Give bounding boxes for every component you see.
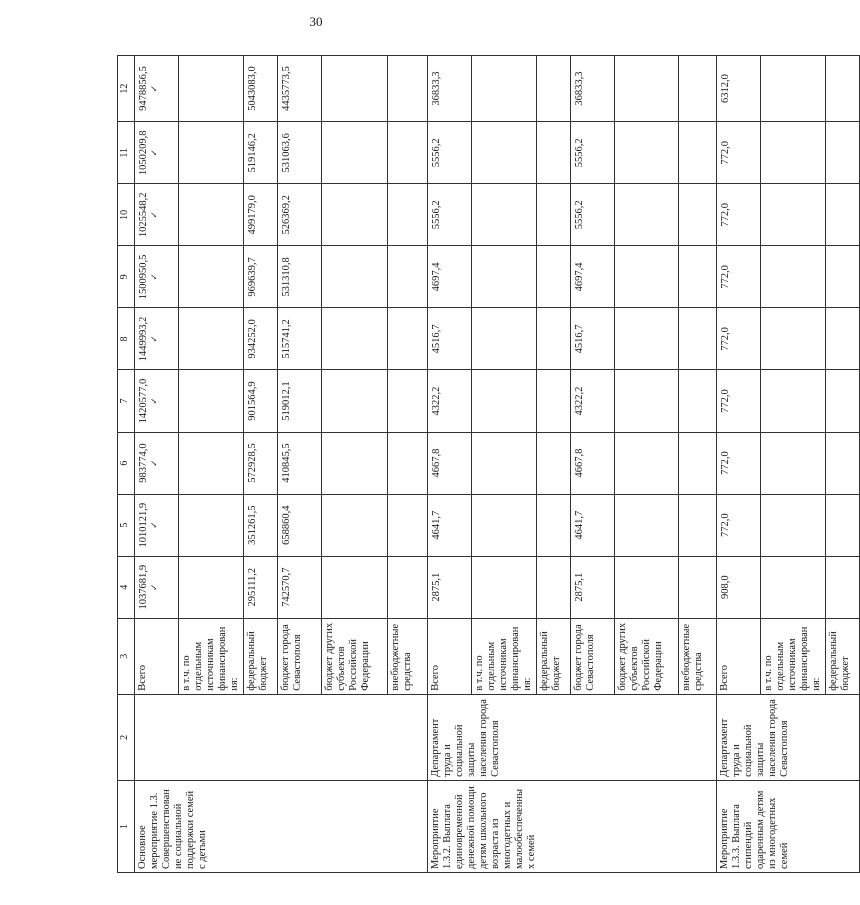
funding-source: в т.ч. по отдельным источникам финансирования:	[179, 618, 244, 694]
column-number: 3	[118, 618, 135, 694]
amount-cell	[537, 432, 571, 494]
amount-cell	[322, 56, 388, 122]
amount-value: 772,0	[720, 451, 731, 475]
amount-cell	[322, 246, 388, 308]
amount-value: 772,0	[720, 327, 731, 351]
amount-value: 5556,2	[431, 138, 442, 168]
amount-cell	[322, 494, 388, 556]
amount-cell	[428, 308, 472, 370]
amount-value: 36833,3	[574, 71, 585, 106]
column-number: 7	[118, 370, 135, 432]
amount-value: 519012,1	[281, 381, 292, 421]
amount-cell	[278, 494, 322, 556]
amount-value: 969639,7	[247, 257, 258, 297]
budget-table	[117, 55, 860, 873]
amount-cell	[571, 370, 615, 432]
amount-cell	[571, 308, 615, 370]
measure-name: Мероприятие 1.3.3. Выплата стипендий одаренным детям из многодетных семей	[717, 780, 860, 872]
amount-cell	[537, 556, 571, 618]
funding-source: бюджет других субъектов Российской Федерации	[322, 618, 388, 694]
amount-cell	[761, 246, 826, 308]
amount-cell	[826, 308, 860, 370]
column-number: 1	[118, 780, 135, 872]
amount-value: 1010121,9	[138, 502, 149, 548]
amount-cell	[717, 308, 761, 370]
amount-value: 1025548,2	[138, 192, 149, 238]
amount-cell	[537, 246, 571, 308]
funding-source: внебюджетные средства	[679, 618, 717, 694]
amount-cell	[571, 184, 615, 246]
amount-cell	[278, 432, 322, 494]
amount-cell	[615, 56, 679, 122]
amount-cell	[428, 56, 472, 122]
amount-cell	[571, 556, 615, 618]
amount-value: 4516,7	[574, 324, 585, 354]
amount-cell	[679, 56, 717, 122]
checkmark-icon: ✓	[149, 84, 159, 93]
amount-cell	[179, 556, 244, 618]
amount-cell	[615, 432, 679, 494]
amount-cell	[428, 556, 472, 618]
amount-cell	[428, 122, 472, 184]
amount-cell	[179, 432, 244, 494]
amount-cell	[826, 184, 860, 246]
funding-source: в т.ч. по отдельным источникам финансирования:	[761, 618, 826, 694]
amount-cell	[826, 122, 860, 184]
amount-value: 1449993,2	[138, 316, 149, 362]
amount-value: 4697,4	[574, 262, 585, 292]
amount-value: 4641,7	[431, 510, 442, 540]
amount-cell	[761, 122, 826, 184]
funding-source: федеральный бюджет	[537, 618, 571, 694]
amount-value: 1050209,8	[138, 130, 149, 176]
amount-cell	[278, 246, 322, 308]
funding-source: бюджет города Севастополя	[571, 618, 615, 694]
amount-cell	[428, 432, 472, 494]
amount-cell	[322, 432, 388, 494]
amount-value: 2875,1	[574, 572, 585, 602]
amount-cell	[278, 308, 322, 370]
amount-cell	[826, 370, 860, 432]
amount-cell	[537, 184, 571, 246]
amount-value: 531063,6	[281, 133, 292, 173]
amount-cell	[472, 246, 537, 308]
amount-cell	[615, 184, 679, 246]
checkmark-icon: ✓	[149, 521, 159, 529]
amount-cell	[388, 246, 428, 308]
amount-cell	[388, 556, 428, 618]
amount-cell	[717, 432, 761, 494]
amount-cell	[472, 370, 537, 432]
amount-cell	[388, 56, 428, 122]
funding-source: в т.ч. по отдельным источникам финансирования:	[472, 618, 537, 694]
amount-cell	[537, 370, 571, 432]
amount-cell	[717, 122, 761, 184]
amount-cell	[322, 308, 388, 370]
amount-cell	[571, 494, 615, 556]
executor-name	[135, 694, 428, 780]
amount-value: 36833,3	[431, 71, 442, 106]
amount-value: 4667,8	[574, 448, 585, 478]
amount-cell	[571, 56, 615, 122]
amount-value: 5556,2	[431, 200, 442, 230]
amount-value: 4641,7	[574, 510, 585, 540]
amount-cell	[278, 184, 322, 246]
amount-cell	[472, 184, 537, 246]
amount-value: 5043083,0	[247, 66, 258, 111]
amount-value: 519146,2	[247, 133, 258, 173]
amount-cell	[244, 494, 278, 556]
amount-value: 9478856,5	[138, 66, 149, 111]
amount-cell	[537, 56, 571, 122]
amount-value: 983774,0	[138, 443, 149, 483]
amount-cell	[679, 370, 717, 432]
amount-cell	[472, 56, 537, 122]
amount-value: 901564,9	[247, 381, 258, 421]
amount-cell	[244, 246, 278, 308]
amount-cell	[537, 122, 571, 184]
amount-cell	[244, 308, 278, 370]
amount-cell	[179, 370, 244, 432]
amount-value: 499179,0	[247, 195, 258, 235]
amount-value: 515741,2	[281, 319, 292, 359]
amount-value: 742570,7	[281, 567, 292, 607]
checkmark-icon: ✓	[149, 397, 159, 405]
amount-cell	[472, 432, 537, 494]
table-body	[135, 56, 860, 873]
amount-cell	[571, 122, 615, 184]
amount-cell	[278, 122, 322, 184]
amount-cell	[679, 556, 717, 618]
amount-cell	[679, 184, 717, 246]
amount-cell	[179, 246, 244, 308]
amount-value: 5556,2	[574, 138, 585, 168]
checkmark-icon: ✓	[149, 273, 159, 281]
amount-cell	[761, 308, 826, 370]
measure-name: Основное мероприятие 1.3. Совершенствование социальной поддержки семей с детьми	[135, 780, 428, 872]
amount-cell	[278, 56, 322, 122]
amount-cell	[135, 556, 179, 618]
amount-cell	[244, 370, 278, 432]
amount-cell	[244, 432, 278, 494]
amount-cell	[179, 122, 244, 184]
checkmark-icon: ✓	[149, 148, 159, 157]
amount-value: 351261,5	[247, 505, 258, 545]
funding-source: Всего	[135, 618, 179, 694]
funding-source: федеральный бюджет	[244, 618, 278, 694]
amount-cell	[322, 556, 388, 618]
measure-name: Мероприятие 1.3.2. Выплата единовременной денежной помощи детям школьного возраста из многодетных и малообеспеченных семей	[428, 780, 717, 872]
amount-value: 772,0	[720, 203, 731, 227]
amount-cell	[428, 494, 472, 556]
amount-cell	[428, 246, 472, 308]
funding-source: Всего	[717, 618, 761, 694]
amount-cell	[179, 184, 244, 246]
amount-cell	[571, 246, 615, 308]
amount-cell	[571, 432, 615, 494]
amount-cell	[388, 494, 428, 556]
amount-cell	[615, 308, 679, 370]
funding-source: бюджет города Севастополя	[278, 618, 322, 694]
amount-value: 5556,2	[574, 200, 585, 230]
amount-cell	[679, 246, 717, 308]
amount-value: 572928,5	[247, 443, 258, 483]
amount-cell	[388, 308, 428, 370]
amount-cell	[679, 308, 717, 370]
amount-cell	[717, 370, 761, 432]
funding-source: внебюджетные средства	[388, 618, 428, 694]
amount-value: 658860,4	[281, 505, 292, 545]
page-number: 30	[309, 14, 323, 29]
amount-cell	[135, 246, 179, 308]
amount-cell	[244, 122, 278, 184]
amount-value: 295111,2	[247, 567, 258, 607]
amount-cell	[322, 184, 388, 246]
table-row	[428, 56, 472, 873]
column-number: 6	[118, 432, 135, 494]
amount-cell	[179, 56, 244, 122]
amount-cell	[388, 184, 428, 246]
amount-cell	[615, 494, 679, 556]
amount-value: 772,0	[720, 389, 731, 413]
table-row	[717, 56, 761, 873]
amount-value: 4697,4	[431, 262, 442, 292]
amount-cell	[826, 432, 860, 494]
table-row	[135, 56, 179, 873]
amount-value: 4322,2	[431, 386, 442, 416]
amount-value: 4516,7	[431, 324, 442, 354]
amount-cell	[244, 556, 278, 618]
checkmark-icon: ✓	[149, 459, 159, 467]
column-number-row	[118, 56, 135, 873]
amount-value: 4322,2	[574, 386, 585, 416]
amount-value: 4435773,5	[281, 66, 292, 111]
amount-cell	[615, 122, 679, 184]
column-number: 11	[118, 122, 135, 184]
amount-cell	[679, 494, 717, 556]
column-number: 10	[118, 184, 135, 246]
amount-cell	[428, 184, 472, 246]
amount-cell	[615, 246, 679, 308]
amount-value: 934252,0	[247, 319, 258, 359]
amount-cell	[761, 432, 826, 494]
amount-value: 772,0	[720, 513, 731, 537]
amount-cell	[537, 308, 571, 370]
amount-cell	[388, 122, 428, 184]
amount-value: 410845,5	[281, 443, 292, 483]
amount-cell	[761, 370, 826, 432]
amount-cell	[388, 432, 428, 494]
funding-source: федеральный бюджет	[826, 618, 860, 694]
amount-cell	[826, 556, 860, 618]
amount-cell	[472, 308, 537, 370]
amount-cell	[428, 370, 472, 432]
column-number: 12	[118, 56, 135, 122]
amount-cell	[826, 56, 860, 122]
checkmark-icon: ✓	[149, 211, 159, 219]
amount-value: 526369,2	[281, 195, 292, 235]
amount-cell	[135, 56, 179, 122]
column-number: 2	[118, 694, 135, 780]
column-number: 4	[118, 556, 135, 618]
amount-cell	[717, 556, 761, 618]
amount-cell	[278, 370, 322, 432]
amount-value: 4667,8	[431, 448, 442, 478]
amount-cell	[717, 494, 761, 556]
amount-value: 1037681,9	[138, 564, 149, 610]
amount-value: 1420577,0	[138, 378, 149, 424]
column-number: 8	[118, 308, 135, 370]
checkmark-icon: ✓	[149, 335, 159, 343]
amount-cell	[761, 494, 826, 556]
funding-source: Всего	[428, 618, 472, 694]
amount-cell	[388, 370, 428, 432]
amount-cell	[244, 184, 278, 246]
amount-cell	[322, 370, 388, 432]
amount-cell	[537, 494, 571, 556]
amount-cell	[717, 184, 761, 246]
amount-cell	[615, 556, 679, 618]
rotated-table-container	[117, 55, 851, 873]
executor-name: Департамент труда и социальной защиты населения города Севастополя	[717, 694, 860, 780]
amount-cell	[717, 56, 761, 122]
executor-name: Департамент труда и социальной защиты населения города Севастополя	[428, 694, 717, 780]
amount-cell	[472, 556, 537, 618]
amount-cell	[278, 556, 322, 618]
amount-cell	[135, 308, 179, 370]
amount-cell	[761, 556, 826, 618]
amount-cell	[717, 246, 761, 308]
amount-cell	[615, 370, 679, 432]
amount-cell	[135, 370, 179, 432]
amount-cell	[826, 246, 860, 308]
amount-cell	[135, 122, 179, 184]
amount-value: 772,0	[720, 265, 731, 289]
amount-cell	[761, 184, 826, 246]
amount-cell	[472, 122, 537, 184]
amount-cell	[135, 494, 179, 556]
amount-cell	[826, 494, 860, 556]
amount-value: 6312,0	[720, 74, 731, 104]
amount-cell	[179, 494, 244, 556]
amount-value: 2875,1	[431, 572, 442, 602]
checkmark-icon: ✓	[149, 583, 159, 591]
amount-cell	[679, 432, 717, 494]
column-number: 5	[118, 494, 135, 556]
amount-cell	[761, 56, 826, 122]
amount-cell	[472, 494, 537, 556]
amount-cell	[179, 308, 244, 370]
amount-cell	[322, 122, 388, 184]
amount-value: 1500950,5	[138, 254, 149, 300]
amount-value: 908,0	[720, 575, 731, 599]
amount-cell	[679, 122, 717, 184]
amount-value: 772,0	[720, 140, 731, 165]
amount-cell	[135, 432, 179, 494]
amount-value: 531310,8	[281, 257, 292, 297]
amount-cell	[135, 184, 179, 246]
amount-cell	[244, 56, 278, 122]
column-number: 9	[118, 246, 135, 308]
funding-source: бюджет других субъектов Российской Федерации	[615, 618, 679, 694]
